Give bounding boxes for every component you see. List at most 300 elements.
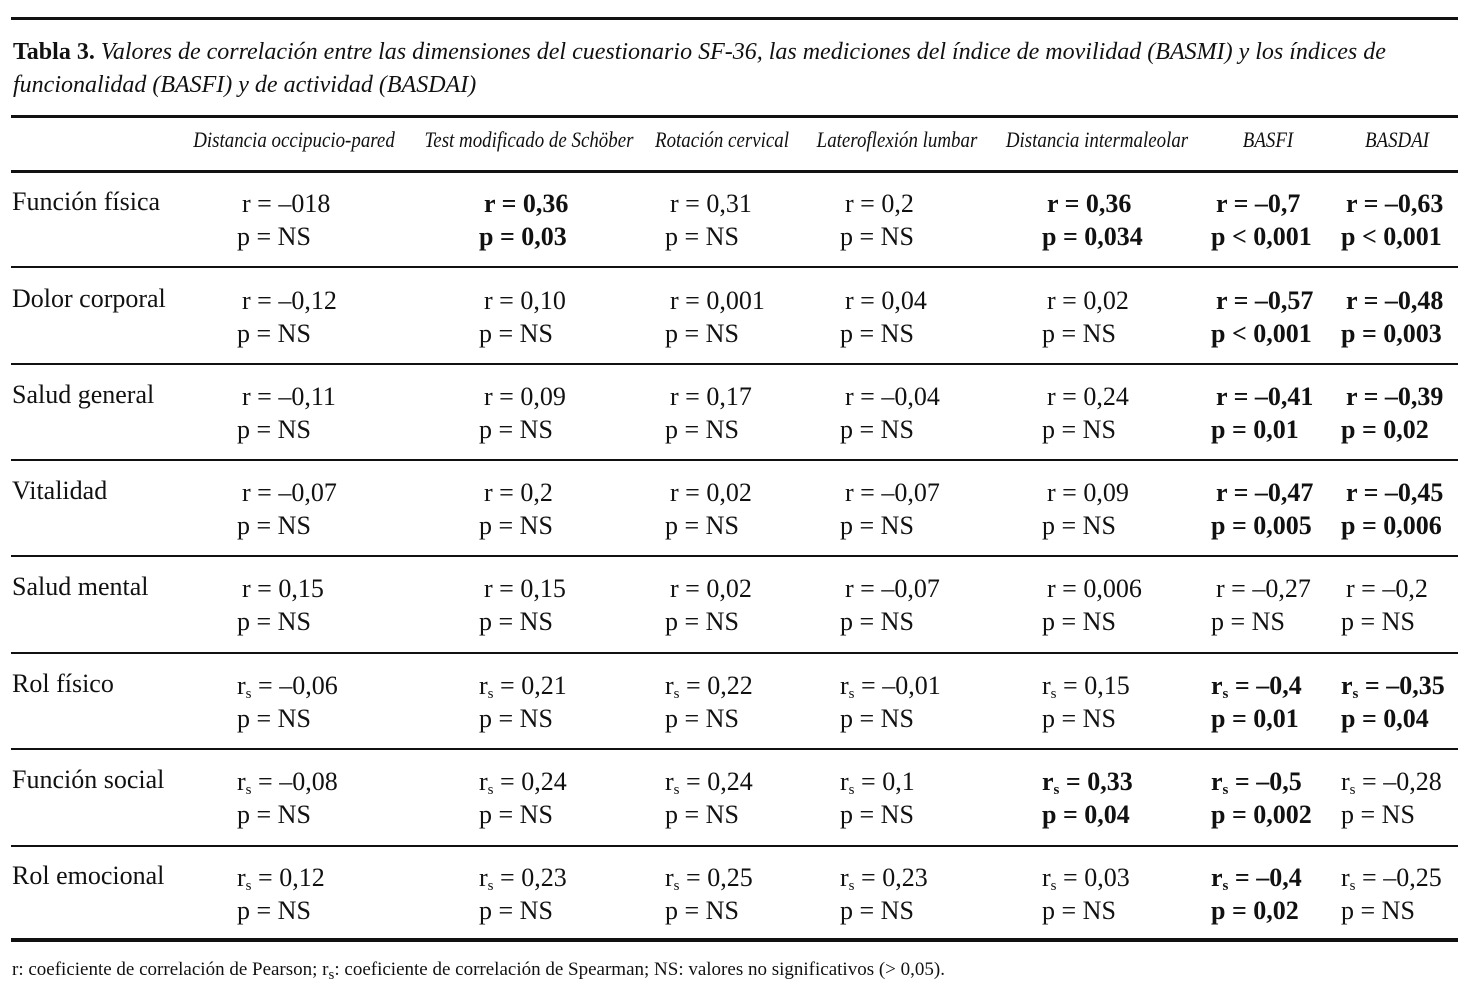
footnote-part2: : coeficiente de correlación de Spearman; NS: valores no significativos (> 0,05). (334, 959, 945, 980)
p-value: p = NS (665, 415, 739, 444)
r-value: –0,39 (1384, 382, 1444, 411)
table-cell (479, 669, 567, 735)
coefficient-symbol: r (845, 189, 854, 218)
equals-sign: = (1059, 767, 1088, 796)
coefficient-subscript: s (673, 878, 680, 894)
p-value: p = NS (1211, 607, 1285, 636)
correlation-value (1341, 380, 1443, 413)
r-value: –0,25 (1383, 863, 1442, 892)
coefficient-symbol: r (1346, 478, 1358, 507)
correlation-value (665, 380, 752, 413)
p-value: p = 0,002 (1211, 800, 1312, 829)
table-cell (665, 572, 752, 638)
r-value: 0,12 (279, 863, 325, 892)
r-value: –0,07 (881, 574, 940, 603)
row-label: Rol físico (12, 669, 114, 698)
table-cell (1042, 669, 1130, 735)
coefficient-subscript: s (245, 686, 252, 702)
coefficient-symbol: r (1211, 767, 1223, 796)
p-value: p = 0,02 (1211, 896, 1299, 925)
column-header: Distancia intermaleolar (1005, 127, 1189, 152)
table-cell (840, 861, 928, 927)
correlation-value (1211, 765, 1312, 798)
table-cell (1042, 861, 1130, 927)
correlation-value (1042, 476, 1129, 509)
p-value: p = 0,03 (479, 222, 567, 251)
p-value: p = NS (1042, 511, 1116, 540)
p-value: p = 0,003 (1341, 319, 1442, 348)
table-cell (840, 572, 940, 638)
table-row (0, 751, 1467, 847)
equals-sign: = (679, 671, 708, 700)
table-footnote (12, 959, 945, 981)
equals-sign: = (1227, 382, 1255, 411)
equals-sign: = (853, 286, 882, 315)
r-value: 0,15 (278, 574, 324, 603)
table-cell (237, 187, 330, 253)
r-value: 0,24 (1083, 382, 1129, 411)
table-cell (237, 765, 338, 831)
p-value: p = 0,01 (1211, 415, 1299, 444)
coefficient-symbol: r (840, 863, 849, 892)
r-value: –0,12 (278, 286, 337, 315)
p-value: p = NS (479, 704, 553, 733)
equals-sign: = (678, 382, 707, 411)
r-value: 0,31 (706, 189, 752, 218)
column-header: BASDAI (1364, 127, 1430, 152)
equals-sign: = (853, 574, 882, 603)
p-value: p = NS (479, 800, 553, 829)
coefficient-symbol: r (237, 671, 246, 700)
coefficient-subscript: s (487, 686, 494, 702)
coefficient-subscript: s (673, 782, 680, 798)
correlation-value (479, 861, 567, 894)
r-value: –0,2 (1382, 574, 1428, 603)
p-value: p < 0,001 (1211, 222, 1312, 251)
coefficient-symbol: r (1341, 767, 1350, 796)
table-row (0, 462, 1467, 558)
coefficient-symbol: r (670, 478, 679, 507)
p-value: p = NS (665, 896, 739, 925)
coefficient-subscript: s (1222, 878, 1229, 894)
coefficient-symbol: r (242, 286, 251, 315)
coefficient-symbol: r (237, 863, 246, 892)
p-value: p = NS (665, 704, 739, 733)
table-cell (1211, 572, 1311, 638)
column-header: Distancia occipucio-pared (193, 127, 395, 152)
p-value: p = NS (479, 319, 553, 348)
coefficient-symbol: r (484, 574, 493, 603)
equals-sign: = (1357, 286, 1385, 315)
p-value: p = NS (479, 415, 553, 444)
coefficient-symbol: r (670, 382, 679, 411)
p-value: p = NS (665, 511, 739, 540)
correlation-value (665, 476, 752, 509)
table-cell (1211, 187, 1312, 253)
r-value: –0,07 (881, 478, 940, 507)
correlation-value (237, 476, 337, 509)
r-value: –0,27 (1252, 574, 1311, 603)
table-cell (1042, 476, 1129, 542)
coefficient-symbol: r (665, 863, 674, 892)
column-header: Lateroflexión lumbar (816, 127, 978, 152)
correlation-value (1341, 187, 1443, 220)
correlation-value (1341, 669, 1445, 702)
coefficient-symbol: r (1211, 671, 1223, 700)
column-header: BASFI (1242, 127, 1294, 152)
r-value: 0,23 (521, 863, 567, 892)
coefficient-symbol: r (479, 863, 488, 892)
p-value: p = NS (1042, 319, 1116, 348)
equals-sign: = (679, 863, 708, 892)
column-header: Test modificado de Schöber (424, 127, 634, 152)
table-cell (840, 765, 915, 831)
coefficient-subscript: s (673, 686, 680, 702)
equals-sign: = (1355, 863, 1384, 892)
table-row (0, 173, 1467, 269)
coefficient-subscript: s (848, 686, 855, 702)
coefficient-symbol: r (1341, 671, 1353, 700)
coefficient-symbol: r (1216, 189, 1228, 218)
coefficient-subscript: s (1222, 686, 1229, 702)
p-value: p = 0,034 (1042, 222, 1143, 251)
table-cell (665, 669, 753, 735)
correlation-value (665, 669, 753, 702)
correlation-value (1042, 284, 1129, 317)
equals-sign: = (493, 671, 522, 700)
equals-sign: = (678, 478, 707, 507)
r-value: 0,23 (882, 863, 928, 892)
equals-sign: = (251, 767, 280, 796)
r-value: 0,24 (521, 767, 567, 796)
equals-sign: = (492, 382, 521, 411)
p-value: p = NS (1341, 607, 1415, 636)
table-cell (1211, 380, 1313, 446)
equals-sign: = (1058, 189, 1086, 218)
table-cell (840, 187, 914, 253)
r-value: 0,25 (707, 863, 753, 892)
coefficient-subscript: s (1349, 878, 1356, 894)
p-value: p = NS (1042, 896, 1116, 925)
r-value: 0,24 (707, 767, 753, 796)
row-label: Dolor corporal (12, 284, 166, 313)
table-cell (1042, 187, 1143, 253)
coefficient-symbol: r (845, 478, 854, 507)
p-value: p = NS (665, 800, 739, 829)
coefficient-symbol: r (1042, 863, 1051, 892)
correlation-value (1211, 572, 1311, 605)
coefficient-symbol: r (1047, 189, 1059, 218)
coefficient-symbol: r (845, 382, 854, 411)
p-value: p = NS (1042, 415, 1116, 444)
p-value: p = NS (665, 607, 739, 636)
p-value: p = NS (665, 222, 739, 251)
footnote-part1: r: coeficiente de correlación de Pearson; r (12, 959, 329, 980)
p-value: p = 0,04 (1341, 704, 1429, 733)
table-caption (13, 36, 1453, 102)
coefficient-symbol: r (665, 671, 674, 700)
correlation-value (840, 861, 928, 894)
coefficient-symbol: r (479, 767, 488, 796)
correlation-value (1042, 572, 1142, 605)
p-value: p = NS (237, 607, 311, 636)
coefficient-subscript: s (1352, 686, 1359, 702)
table-cell (1211, 284, 1313, 350)
coefficient-symbol: r (1346, 286, 1358, 315)
p-value: p = 0,006 (1341, 511, 1442, 540)
p-value: p = NS (1042, 607, 1116, 636)
row-divider (11, 652, 1458, 654)
correlation-value (1042, 861, 1130, 894)
equals-sign: = (1224, 574, 1253, 603)
p-value: p = NS (237, 319, 311, 348)
coefficient-symbol: r (670, 574, 679, 603)
r-value: 0,36 (522, 189, 569, 218)
table-cell (479, 572, 566, 638)
p-value: p = NS (840, 800, 914, 829)
correlation-value (1042, 765, 1133, 798)
coefficient-symbol: r (1047, 382, 1056, 411)
r-value: –0,41 (1254, 382, 1314, 411)
column-header: Rotación cervical (655, 127, 789, 152)
correlation-value (479, 572, 566, 605)
coefficient-symbol: r (845, 286, 854, 315)
correlation-value (479, 669, 567, 702)
coefficient-symbol: r (840, 767, 849, 796)
table-row (0, 847, 1467, 943)
equals-sign: = (853, 189, 882, 218)
coefficient-symbol: r (479, 671, 488, 700)
correlation-value (1341, 284, 1443, 317)
row-divider (11, 363, 1458, 365)
correlation-value (1341, 861, 1442, 894)
equals-sign: = (1354, 574, 1383, 603)
table-cell (1341, 380, 1443, 446)
coefficient-subscript: s (1053, 782, 1060, 798)
table-cell (237, 669, 338, 735)
r-value: –0,7 (1254, 189, 1301, 218)
r-value: –0,35 (1386, 671, 1445, 700)
header-top-rule (11, 115, 1458, 118)
coefficient-symbol: r (670, 189, 679, 218)
table-cell (1341, 187, 1443, 253)
coefficient-symbol: r (1216, 286, 1228, 315)
equals-sign: = (1055, 574, 1084, 603)
equals-sign: = (1355, 767, 1384, 796)
equals-sign: = (251, 671, 280, 700)
table-cell (1341, 284, 1443, 350)
table-cell (665, 187, 752, 253)
coefficient-subscript: s (1050, 878, 1057, 894)
coefficient-symbol: r (665, 767, 674, 796)
equals-sign: = (1056, 863, 1085, 892)
r-value: 0,22 (707, 671, 753, 700)
table-header (0, 127, 1467, 167)
r-value: –0,28 (1383, 767, 1442, 796)
coefficient-symbol: r (1346, 574, 1355, 603)
correlation-value (1211, 669, 1302, 702)
correlation-value (479, 284, 566, 317)
correlation-value (237, 572, 324, 605)
r-value: –0,57 (1254, 286, 1314, 315)
table-cell (840, 284, 927, 350)
coefficient-symbol: r (484, 189, 496, 218)
equals-sign: = (678, 574, 707, 603)
correlation-value (1211, 476, 1313, 509)
equals-sign: = (1357, 189, 1385, 218)
equals-sign: = (1055, 478, 1084, 507)
table-cell (665, 861, 753, 927)
row-divider (11, 555, 1458, 557)
p-value: p = NS (840, 319, 914, 348)
r-value: 0,17 (706, 382, 752, 411)
coefficient-symbol: r (1211, 863, 1223, 892)
row-label: Función física (12, 187, 161, 216)
r-value: 0,1 (882, 767, 915, 796)
r-value: 0,006 (1083, 574, 1142, 603)
correlation-value (840, 572, 940, 605)
r-value: –0,07 (278, 478, 337, 507)
r-value: 0,10 (520, 286, 566, 315)
p-value: p = NS (1042, 704, 1116, 733)
correlation-value (665, 187, 752, 220)
equals-sign: = (678, 189, 707, 218)
p-value: p = NS (840, 511, 914, 540)
p-value: p = 0,005 (1211, 511, 1312, 540)
table-cell (1341, 476, 1443, 542)
r-value: –0,01 (882, 671, 941, 700)
table-cell (237, 572, 324, 638)
p-value: p = NS (840, 222, 914, 251)
r-value: 0,03 (1084, 863, 1130, 892)
p-value: p = NS (840, 607, 914, 636)
r-value: 0,36 (1085, 189, 1132, 218)
correlation-value (479, 187, 568, 220)
table-cell (479, 284, 566, 350)
r-value: 0,001 (706, 286, 765, 315)
table-row (0, 270, 1467, 366)
correlation-value (840, 187, 914, 220)
r-value: –0,63 (1384, 189, 1444, 218)
r-value: 0,2 (520, 478, 553, 507)
coefficient-symbol: r (484, 286, 493, 315)
correlation-value (840, 476, 940, 509)
equals-sign: = (1228, 767, 1257, 796)
correlation-value (479, 476, 553, 509)
correlation-value (237, 187, 330, 220)
table-cell (665, 380, 752, 446)
p-value: p = NS (237, 511, 311, 540)
correlation-value (840, 284, 927, 317)
table-cell (840, 476, 940, 542)
table-caption-label: Tabla 3. (13, 39, 95, 65)
p-value: p = NS (237, 704, 311, 733)
table-cell (479, 765, 567, 831)
correlation-value (1341, 765, 1442, 798)
equals-sign: = (250, 478, 279, 507)
coefficient-symbol: r (242, 478, 251, 507)
equals-sign: = (1227, 478, 1255, 507)
p-value: p = NS (840, 415, 914, 444)
p-value: p = NS (237, 222, 311, 251)
coefficient-symbol: r (242, 189, 251, 218)
coefficient-symbol: r (845, 574, 854, 603)
p-value: p < 0,001 (1211, 319, 1312, 348)
p-value: p = 0,01 (1211, 704, 1299, 733)
equals-sign: = (493, 767, 522, 796)
correlation-value (840, 669, 941, 702)
r-value: –0,5 (1256, 767, 1302, 796)
table-cell (840, 380, 940, 446)
equals-sign: = (250, 189, 279, 218)
correlation-value (237, 284, 337, 317)
equals-sign: = (1357, 478, 1385, 507)
r-value: 0,09 (1083, 478, 1129, 507)
coefficient-subscript: s (1050, 686, 1057, 702)
correlation-value (1042, 187, 1143, 220)
table-cell (479, 187, 568, 253)
equals-sign: = (1358, 671, 1387, 700)
table-cell (237, 380, 336, 446)
p-value: p = NS (237, 800, 311, 829)
r-value: –0,4 (1256, 863, 1302, 892)
equals-sign: = (1227, 286, 1255, 315)
equals-sign: = (1055, 382, 1084, 411)
equals-sign: = (679, 767, 708, 796)
coefficient-symbol: r (1047, 478, 1056, 507)
coefficient-symbol: r (1216, 574, 1225, 603)
equals-sign: = (492, 574, 521, 603)
equals-sign: = (251, 863, 280, 892)
p-value: p = NS (840, 896, 914, 925)
correlation-value (237, 861, 325, 894)
correlation-value (237, 380, 336, 413)
correlation-value (840, 380, 940, 413)
coefficient-subscript: s (245, 878, 252, 894)
table-row (0, 558, 1467, 654)
correlation-value (479, 765, 567, 798)
row-label: Vitalidad (12, 476, 108, 505)
coefficient-subscript: s (487, 878, 494, 894)
r-value: –0,11 (278, 382, 336, 411)
table-cell (1211, 765, 1312, 831)
coefficient-subscript: s (1222, 782, 1229, 798)
row-label: Función social (12, 765, 165, 794)
correlation-value (1211, 380, 1313, 413)
row-divider (11, 266, 1458, 268)
correlation-value (1341, 572, 1428, 605)
p-value: p = NS (840, 704, 914, 733)
table-cell (479, 476, 553, 542)
table-cell (479, 861, 567, 927)
table-cell (1341, 765, 1442, 831)
equals-sign: = (854, 671, 883, 700)
equals-sign: = (854, 767, 883, 796)
table-cell (1042, 284, 1129, 350)
table-cell (665, 476, 752, 542)
table-cell (237, 284, 337, 350)
r-value: –018 (278, 189, 331, 218)
r-value: 0,21 (521, 671, 567, 700)
correlation-value (1211, 284, 1313, 317)
correlation-value (665, 572, 752, 605)
table-cell (840, 669, 941, 735)
equals-sign: = (492, 286, 521, 315)
row-label: Rol emocional (12, 861, 165, 890)
p-value: p = NS (237, 415, 311, 444)
p-value: p = NS (665, 319, 739, 348)
equals-sign: = (250, 286, 279, 315)
